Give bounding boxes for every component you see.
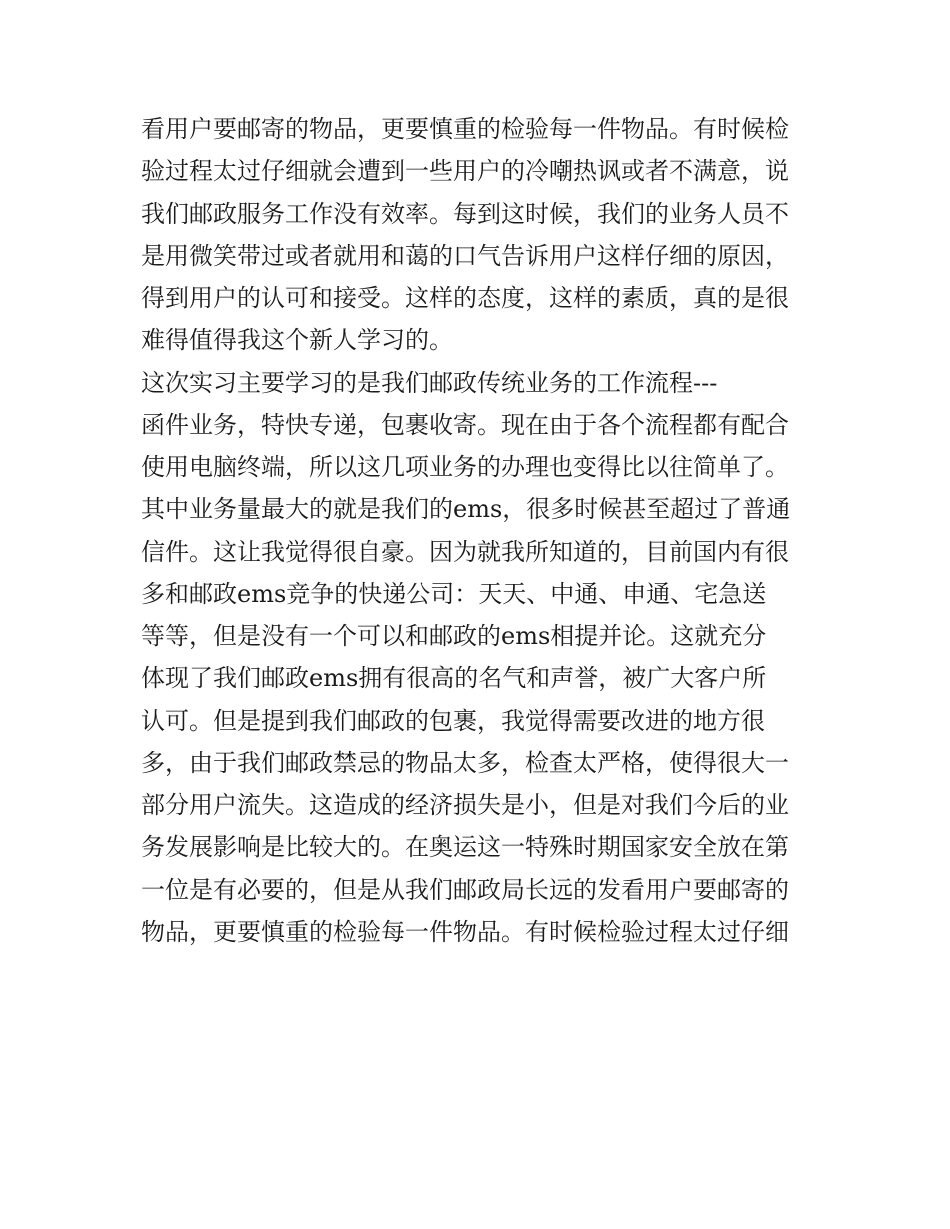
text-line: 认可。但是提到我们邮政的包裹，我觉得需要改进的地方很: [141, 706, 765, 735]
text-line: 是用微笑带过或者就用和蔼的口气告诉用户这样仔细的原因，: [141, 241, 789, 270]
text-line: 部分用户流失。这造成的经济损失是小，但是对我们今后的业: [141, 791, 789, 819]
text-line: 体现了我们邮政ems拥有很高的名气和声誉，被广大客户所: [141, 664, 767, 693]
text-line: 等等，但是没有一个可以和邮政的ems相提并论。这就充分: [141, 622, 767, 650]
text-line: 难得值得我这个新人学习的。: [141, 326, 453, 355]
text-line: 这次实习主要学习的是我们邮政传统业务的工作流程---: [141, 368, 718, 397]
text-line: 信件。这让我觉得很自豪。因为就我所知道的，目前国内有很: [141, 537, 789, 566]
text-line: 验过程太过仔细就会遭到一些用户的冷嘲热讽或者不满意，说: [141, 157, 789, 186]
text-line: 函件业务，特快专递，包裹收寄。现在由于各个流程都有配合: [141, 410, 789, 439]
text-line: 使用电脑终端，所以这几项业务的办理也变得比以往简单了。: [141, 453, 789, 481]
text-line: 务发展影响是比较大的。在奥运这一特殊时期国家安全放在第: [141, 833, 789, 862]
text-line: 多，由于我们邮政禁忌的物品太多，检查太严格，使得很大一: [141, 748, 789, 777]
text-line: 物品，更要慎重的检验每一件物品。有时候检验过程太过仔细: [141, 917, 789, 946]
text-line: 我们邮政服务工作没有效率。每到这时候，我们的业务人员不: [141, 199, 789, 228]
text-line: 得到用户的认可和接受。这样的态度，这样的素质，真的是很: [141, 284, 789, 312]
text-line: 一位是有必要的，但是从我们邮政局长远的发看用户要邮寄的: [141, 875, 789, 904]
text-line: 多和邮政ems竞争的快递公司：天天、中通、申通、宅急送: [141, 579, 767, 608]
body-text: [141, 108, 821, 953]
text-line: 其中业务量最大的就是我们的ems，很多时候甚至超过了普通: [141, 495, 791, 524]
text-line: 看用户要邮寄的物品，更要慎重的检验每一件物品。有时候检: [141, 115, 789, 143]
